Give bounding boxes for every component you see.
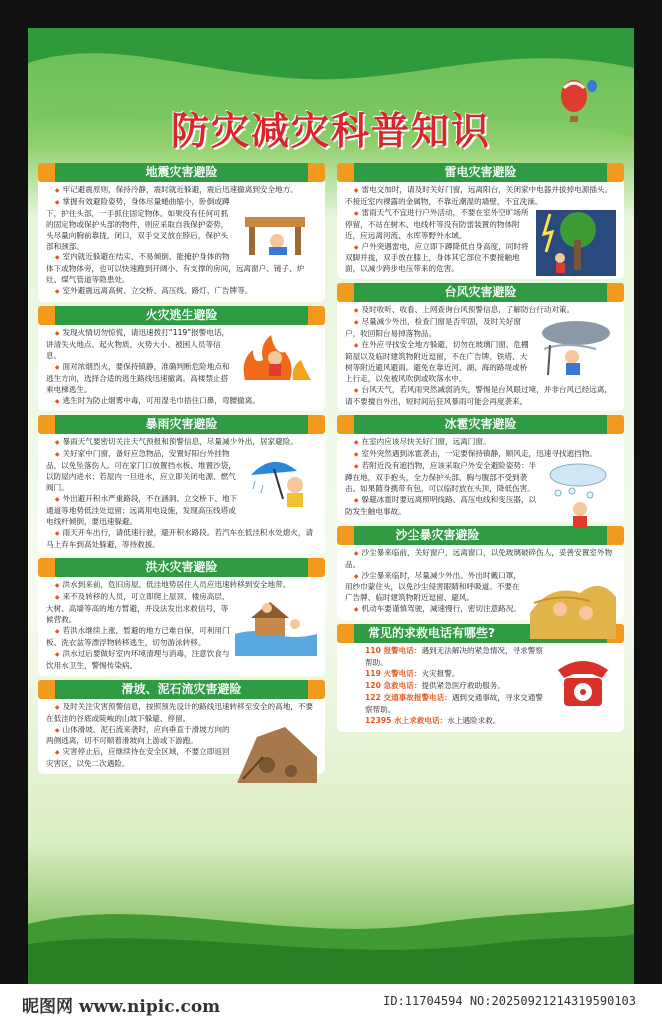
list-item: ◆ 若洪水继续上涨，暂避的地方已难自保，可利用门板、洗衣盆等漂浮物转移逃生，切勿游泳转移。 (46, 626, 317, 649)
rainstorm-section (38, 415, 325, 554)
lightning-tree-illustration (536, 210, 616, 276)
right-column (337, 163, 624, 736)
hail-section (337, 415, 624, 521)
section-heading: 火灾逃生避险 (38, 306, 325, 325)
list-item: ◆ 躲避冰雹时要远离照明线路、高压电线和变压器，以防发生触电事故。 (345, 495, 616, 518)
flood-rescue-illustration (235, 594, 317, 656)
list-item: ◆ 尽量减少外出，检查门窗是否牢固，及时关好窗户，收回阳台易掉落物品。 (345, 317, 616, 340)
section-heading: 暴雨灾害避险 (38, 415, 325, 434)
call-number: 119 火警电话： (365, 669, 422, 678)
call-number: 120 急救电话： (365, 680, 422, 690)
list-item: ◆ 雷雨天气不宜进行户外活动，不要在室外空旷场所停留，不站在树木、电线杆等没有防雷装置的物体附近，应远离河流、水库等野外水域。 (345, 208, 616, 242)
poster (28, 28, 634, 984)
call-number: 122 交通事故报警电话： (365, 692, 452, 702)
list-item: ◆ 若附近没有遮挡物，应该采取户外安全避险姿势：半蹲在地，双手抱头，全力保护头部、胸与腹部不受到袭击。如果随身携带有包，可以临时放在头顶，降低伤害。 (345, 461, 616, 495)
list-item: ◆ 逃生时为防止烟雾中毒，可用湿毛巾捂住口鼻，弯腰撤离。 (46, 396, 317, 408)
list-item: ◆ 雨天开车出行，请低速行驶，避开积水路段。若汽车在低洼积水处熄火，请马上弃车到高处躲避，等待救援。 (46, 528, 317, 551)
list-item: ◆ 牢记避震原则，保持冷静，震时就近躲避，震后迅速撤离到安全地方。 (46, 185, 317, 197)
list-item: ◆ 来不及转移的人员，可立即爬上屋顶、楼房高层、大树、高墙等高的地方暂避，并设法发出求救信号，等候营救。 (46, 592, 317, 626)
sandstorm-illustration (530, 573, 616, 639)
umbrella-illustration (243, 451, 317, 509)
call-number: 12395 水上求救电话： (365, 715, 448, 725)
list-item: ◆ 室内就近躲避在结实、不易倾倒、能掩护身体的物体下或物体旁，也可以快速跑到开阔小、有支撑的房间，远离窗户、镜子、炉灶、煤气管道等隐患处。 (46, 252, 317, 286)
section-heading: 冰雹灾害避险 (337, 415, 624, 434)
call-desc: 提供紧急医疗救助服务。 (421, 680, 505, 690)
list-item: ◆ 在室内应该尽快关好门窗，远离门窗。 (345, 437, 616, 449)
call-number: 110 报警电话： (365, 646, 422, 656)
landslide-section (38, 680, 325, 774)
typhoon-section (337, 283, 624, 411)
earthquake-desk-illustration (239, 199, 317, 259)
section-heading: 常见的求救电话有哪些? (337, 624, 624, 643)
list-item: ◆ 台风天气，若风雨突然减弱消失，警惕是台风眼过境，并非台风已经远离，请不要擅自外出，短时间后狂风暴雨可能会再度袭来。 (345, 385, 616, 408)
watermark-id: ID:11704594 NO:20250921214319590103 (383, 994, 636, 1008)
lightning-section (337, 163, 624, 279)
list-item: ◆ 发现火情切勿惊慌，请迅速拨打“119”报警电话，讲清失火地点、起火物质、火势大小、被困人员等信息。 (46, 328, 317, 362)
call-desc: 遇到无法解决的紧急情况，寻求警察帮助。 (365, 646, 543, 668)
section-heading: 台风灾害避险 (337, 283, 624, 302)
list-item: ◆ 室外突然遇到冰雹袭击，一定要保持镇静，顺风走，迅速寻找遮挡物。 (345, 449, 616, 461)
hail-illustration (542, 463, 616, 529)
list-item: ◆ 沙尘暴来临前，关好窗户，远离窗口，以免玻璃破碎伤人，妥善安置室外物品。 (345, 548, 616, 571)
watermark-logo: 昵图网 www.nipic.com (22, 997, 221, 1017)
list-item: ◆ 洪水过后要做好室内环境清理与消毒，注意饮食与饮用水卫生，警惕传染病。 (46, 649, 317, 672)
earthquake-section (38, 163, 325, 302)
list-item: ◆ 在外应寻找安全地方躲避，切勿在玻璃门窗、危棚简屋以及临时建筑物附近逗留，不在广告牌、铁塔、大树等附近避风避雨。避免在靠近河、湖、海的路堤或桥上行走，以免被风吹倒或吹落水中。 (345, 340, 616, 385)
list-item: ◆ 山体滑坡、泥石流来袭时，应向垂直于滑坡方向的两侧逃离，切不可顺着滑坡向上游或下游跑。 (46, 725, 317, 748)
call-desc: 火灾报警。 (421, 669, 460, 678)
list-item: ◆ 面对浓烟烈火，要保持镇静，准确判断危险地点和逃生方向，选择合适的逃生路线迅速撤离。高楼禁止搭乘电梯逃生。 (46, 362, 317, 396)
landslide-illustration (237, 727, 317, 783)
list-item: ◆ 暴雨天气要密切关注天气预报和预警信息，尽量减少外出，居家避险。 (46, 437, 317, 449)
section-heading: 滑坡、泥石流灾害避险 (38, 680, 325, 699)
list-item: ◆ 及时收听、收看、上网查询台风预警信息，了解防台行动对策。 (345, 305, 616, 317)
list-item: ◆ 外出避开积水严重路段，不在涵洞、立交桥下、地下通道等地势低洼处逗留；远离用电设施，发现高压线塔或电线杆倾倒，要迅速躲避。 (46, 494, 317, 528)
typhoon-illustration (536, 319, 616, 379)
flood-section (38, 558, 325, 675)
list-item: ◆ 户外突遇雷电，应立即下蹲降低自身高度，同时将双脚并拢，双手放在膝上，身体其它部位不要接触地面，以减少跨步电压带来的危害。 (345, 242, 616, 276)
list-item: ◆ 雷电交加时，请及时关好门窗，远离阳台，关闭家中电器并拔掉电源插头。不接近室内裸露的金属物，不靠近潮湿的墙壁，不宜洗澡。 (345, 185, 616, 208)
page-title: 防灾减灾科普知识 (170, 108, 491, 153)
list-item: ◆ 机动车要谨慎驾驶，减速慢行，密切注意路况。 (345, 604, 616, 616)
sandstorm-section (337, 526, 624, 620)
section-heading: 雷电灾害避险 (337, 163, 624, 182)
fire-section (38, 306, 325, 411)
list-item: ◆ 洪水到来前，危旧房屋、低洼地势居住人员应迅速转移到安全地带。 (46, 580, 317, 592)
telephone-icon (550, 648, 616, 714)
section-heading: 地震灾害避险 (38, 163, 325, 182)
section-heading: 沙尘暴灾害避险 (337, 526, 624, 545)
fire-escape-illustration (235, 330, 317, 384)
list-item: ◆ 关好家中门窗，备好应急物品，安置好阳台外挂物品，以免坠落伤人。可在家门口放置挡水板、堆置沙袋，以防屋内进水；若屋内一旦进水，应立即关闭电源、燃气阀门。 (46, 449, 317, 494)
list-item: ◆ 掌握有效避险姿势，身体尽量蜷曲缩小，卧倒或蹲下，护住头部，一手抓住固定物体。如果没有任何可抓的固定物或保护头部的物件，则应采取自我保护姿势，头尽量向胸前靠拢，闭口，双手交叉放在脖后，保护头部和颈部。 (46, 197, 317, 253)
call-item (345, 716, 616, 728)
list-item: ◆ 灾害停止后，应继续待在安全区域，不要立即返回灾害区，以免二次遇险。 (46, 747, 317, 770)
emergency-calls-section (337, 624, 624, 731)
list-item: ◆ 室外避震远离高树、立交桥、高压线、路灯、广告牌等。 (46, 286, 317, 298)
call-desc: 遇到交通事故，寻求交通警察帮助。 (365, 692, 543, 714)
list-item: ◆ 沙尘暴来临时，尽量减少外出。外出时戴口罩，用纱巾蒙住头，以免沙尘侵害眼睛和呼吸道。不要在广告牌、临时建筑物附近逗留、避风。 (345, 571, 616, 605)
left-column (38, 163, 325, 785)
call-desc: 水上遇险求救。 (447, 715, 501, 725)
section-heading: 洪水灾害避险 (38, 558, 325, 577)
bottom-wave-decoration (28, 884, 634, 984)
list-item: ◆ 及时关注灾害预警信息，按照预先设计的路线迅速转移至安全的高地，不要在低洼的谷底或陡峻的山坡下躲避、停留。 (46, 702, 317, 725)
